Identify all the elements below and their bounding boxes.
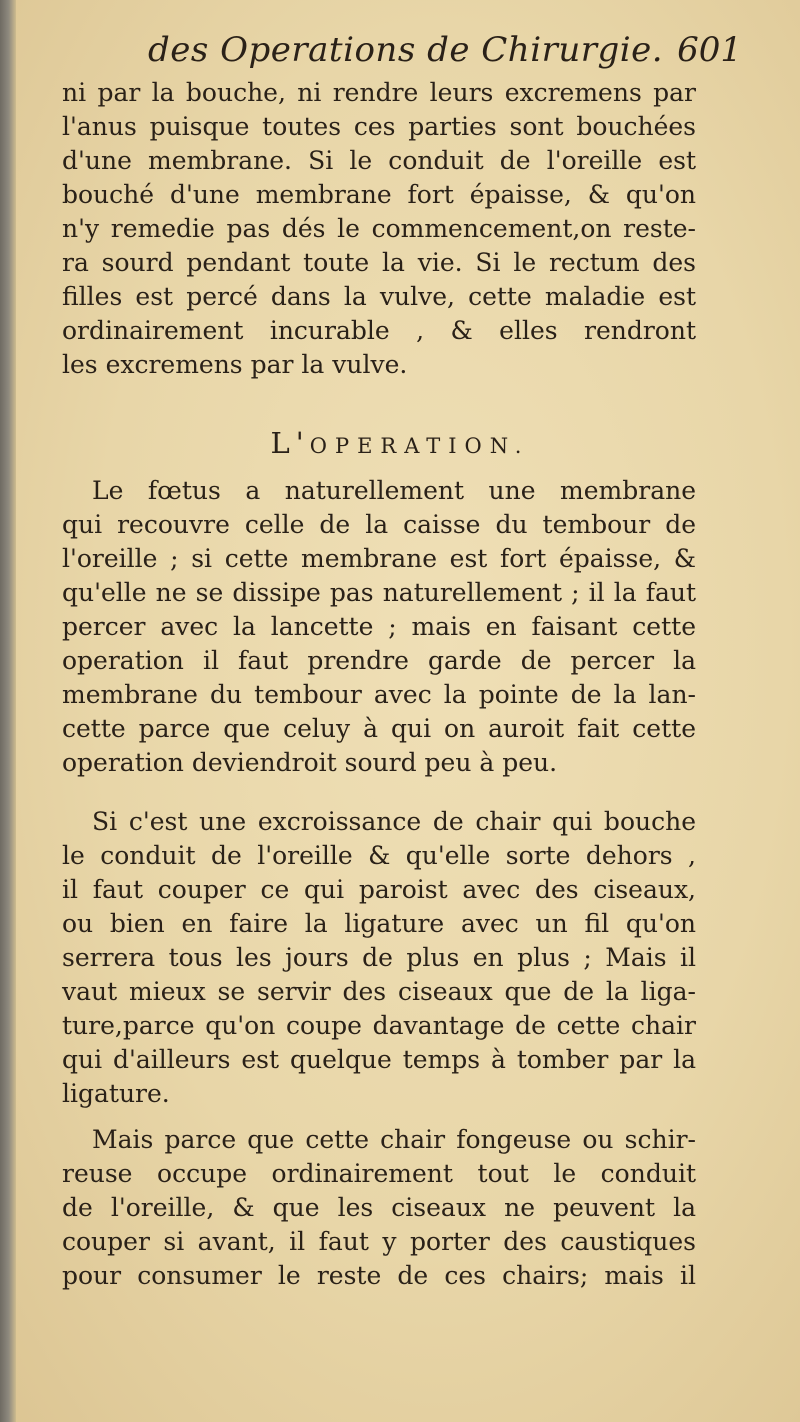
text-line: reuse occupe ordinairement tout le conduit [62,1159,696,1188]
text-line: Le fœtus a naturellement une membrane [92,476,696,505]
text-line: qu'elle ne se dissipe pas naturellement ; il la faut [62,578,696,607]
text-line: l'anus puisque toutes ces parties sont bouchées [62,112,696,141]
text-line: Si c'est une excroissance de chair qui bouche [92,807,696,836]
paragraph-3 [62,805,696,1111]
text-line: les excremens par la vulve. [62,350,408,379]
text-line: ou bien en faire la ligature avec un fil qu'on [62,909,696,938]
text-line: couper si avant, il faut y porter des caustiques [62,1227,696,1256]
text-line: operation il faut prendre garde de percer la [62,646,696,675]
text-line: vaut mieux se servir des ciseaux que de la liga- [62,977,696,1006]
heading-smallcaps: OPERATION. [309,434,530,458]
text-line: ordinairement incurable , & elles rendront [62,316,696,345]
text-line: pour consumer le reste de ces chairs; mais il [62,1261,696,1290]
running-title: des Operations de Chirurgie. [148,30,664,70]
text-line: filles est percé dans la vulve, cette maladie est [62,282,696,311]
text-line: le conduit de l'oreille & qu'elle sorte dehors , [62,841,696,870]
paragraph-1 [62,76,696,382]
text-line: ture,parce qu'on coupe davantage de cette chair [62,1011,696,1040]
heading-initial: L' [270,426,310,460]
paragraph-2 [62,474,696,780]
text-line: cette parce que celuy à qui on auroit fait cette [62,714,696,743]
text-line: percer avec la lancette ; mais en faisant cette [62,612,696,641]
text-line: qui recouvre celle de la caisse du tembour de [62,510,696,539]
text-line: Mais parce que cette chair fongeuse ou schir- [92,1125,696,1154]
text-line: l'oreille ; si cette membrane est fort épaisse, & [62,544,696,573]
text-line: n'y remedie pas dés le commencement,on reste- [62,214,696,243]
text-line: qui d'ailleurs est quelque temps à tomber par la [62,1045,696,1074]
text-line: de l'oreille, & que les ciseaux ne peuvent la [62,1193,696,1222]
text-line: operation deviendroit sourd peu à peu. [62,748,558,777]
page-header [148,30,742,80]
binding-gutter [0,0,16,1422]
text-line: d'une membrane. Si le conduit de l'oreille est [62,146,696,175]
section-heading [0,426,800,460]
text-line: serrera tous les jours de plus en plus ; Mais il [62,943,696,972]
text-line: ra sourd pendant toute la vie. Si le rectum des [62,248,696,277]
paragraph-4 [62,1123,696,1293]
text-line: ligature. [62,1079,170,1108]
text-line: ni par la bouche, ni rendre leurs excremens par [62,78,696,107]
text-line: membrane du tembour avec la pointe de la lan- [62,680,696,709]
text-line: bouché d'une membrane fort épaisse, & qu'on [62,180,696,209]
text-line: il faut couper ce qui paroist avec des ciseaux, [62,875,696,904]
page-number: 601 [677,30,742,70]
